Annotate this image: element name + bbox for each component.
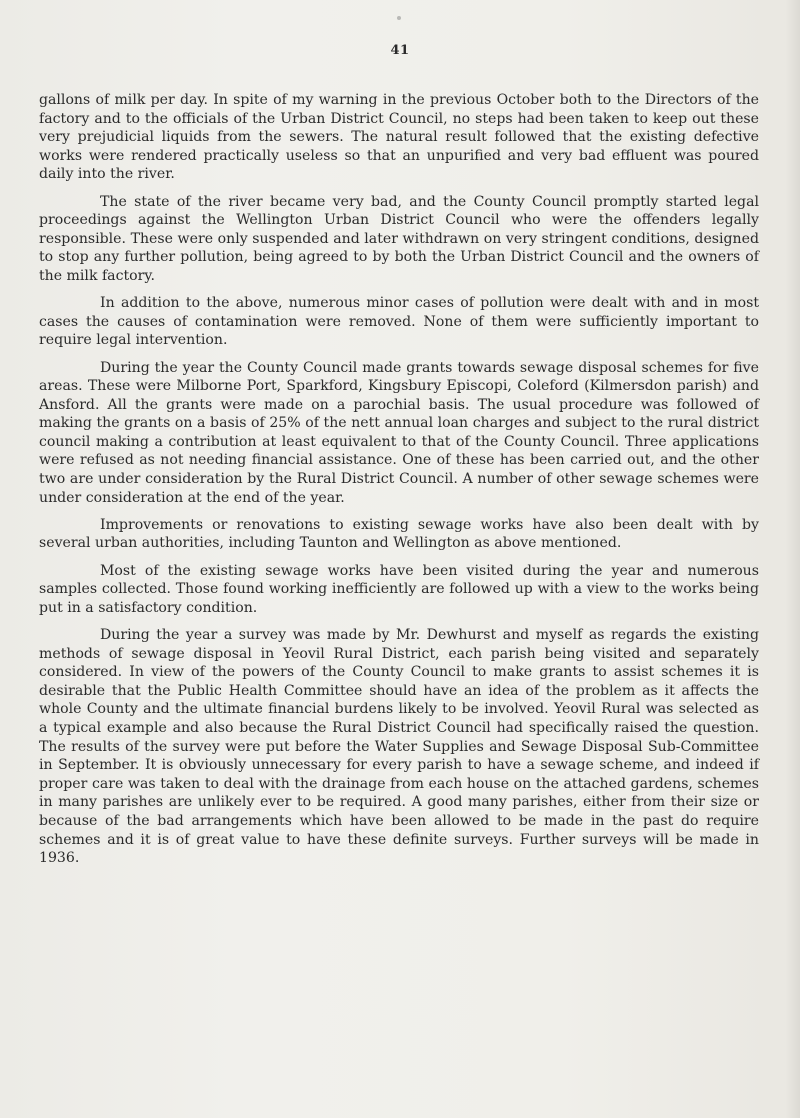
paragraph-sewage-grants: During the year the County Council made grants towards sewage disposal schemes for five areas. These were Milborne Port, Sparkford, Kingsbury Episcopi, Coleford (Kilmersdon parish) and Ansford. All the grants were made on a parochial basis. The usual procedure was followed of making the grants on a basis of 25% of the nett annual loan charges and subject to the rural district council making a contribution at least equivalent to that of the County Council. Three applications were refused as not needing financial assistance. One of these has been carried out, and the other two are under consideration by the Rural District Council. A number of other sewage schemes were under consideration at the end of the year. [39, 359, 759, 506]
paragraph-minor-pollution: In addition to the above, numerous minor cases of pollution were dealt with and in most cases the causes of contamination were removed. None of them were sufficiently important to require legal intervention. [39, 295, 759, 349]
paragraph-improvements: Improvements or renovations to existing sewage works have also been dealt with by several urban authorities, including Taunton and Wellington as above mentioned. [39, 516, 759, 552]
page-edge-shadow [786, 0, 800, 1118]
paragraph-1-continuation: gallons of milk per day. In spite of my warning in the previous October both to the Directors of the factory and to the officials of the Urban District Council, no steps had been taken to keep out these very prejudicial liquids from the sewers. The natural result followed that the existing defective works were rendered practically useless so that an unpurified and very bad effluent was poured daily into the river. [39, 92, 759, 183]
paragraph-works-visited: Most of the existing sewage works have been visited during the year and numerous samples collected. Those found working inefficiently are followed up with a view to the works being put in a satisfactory condition. [39, 562, 759, 616]
page-number: 41 [390, 43, 410, 58]
paragraph-yeovil-survey: During the year a survey was made by Mr. Dewhurst and myself as regards the existing methods of sewage disposal in Yeovil Rural District, each parish being visited and separately considered. In view of the powers of the County Council to make grants to assist schemes it is desirable that the Public Health Committee should have an idea of the problem as it affects the whole County and the ultimate financial burdens likely to be involved. Yeovil Rural was selected as a typical example and also because the Rural District Council had specifically raised the question. The results of the survey were put before the Water Supplies and Sewage Disposal Sub-Committee in September. It is obviously unnecessary for every parish to have a sewage scheme, and indeed if proper care was taken to deal with the drainage from each house on the attached gardens, schemes in many parishes are unlikely ever to be required. A good many parishes, either from their size or because of the bad arrangements which have been allowed to be made in the past do require schemes and it is of great value to have these definite surveys. Further surveys will be made in 1936. [39, 627, 759, 867]
paragraph-river-proceedings: The state of the river became very bad, and the County Council promptly started legal proceedings against the Wellington Urban District Council who were the offenders legally responsible. These were only suspended and later withdrawn on very stringent conditions, designed to stop any further pollution, being agreed to by both the Urban District Council and the owners of the milk factory. [39, 193, 759, 284]
report-body [39, 91, 759, 876]
paper-speck [397, 16, 401, 20]
